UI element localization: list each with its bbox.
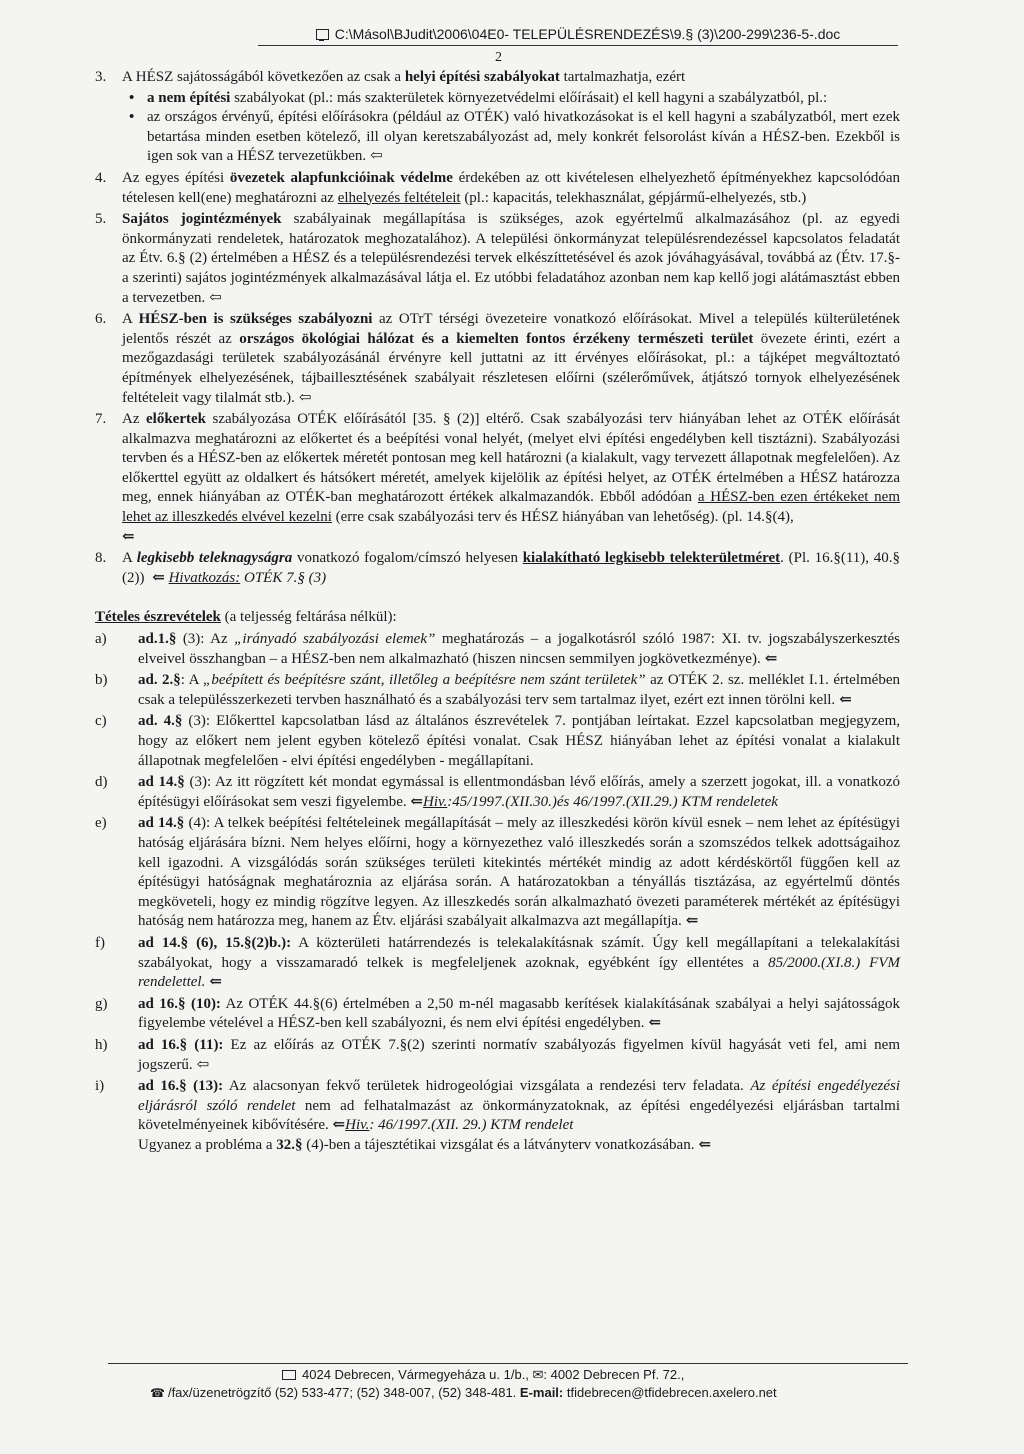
section-title-text: Tételes észrevételek [95,609,221,626]
footer-phone-text: /fax/üzenetrögzítő (52) 533-477; (52) 348-007, (52) 348-481. [167,1385,520,1400]
detail-item [95,671,900,710]
detail-ref: ad. 4.§ [138,713,183,730]
reference-label: Hiv. [345,1117,370,1134]
detail-letter: g) [95,995,108,1012]
bold-run: helyi építési szabályokat [404,69,560,85]
reference-text: :45/1997.(XII.30.)és 46/1997.(XII.29.) KTM rendeletek [447,793,778,810]
text-run: nem ad felhatalmazást az önkormányzatoknak, az építési engedélyezési eljárásban tartalmi követelményeinek kibővítésére. [138,1097,900,1134]
text-run: érdekében az ott kivételesen elhelyezhető építményekhez kapcsolódóan tételesen kell(ene) meghatározni az [122,169,900,206]
text-run: Az [122,411,146,428]
bold-run: övezetek alapfunkcióinak védelme [229,169,453,186]
text-run: tartalmazhatja, ezért [559,69,686,85]
item-number: 4. [95,169,107,186]
text-run: (4): A telkek beépítési feltételeinek megállapítását – mely az illeszkedési körön kívül esnek – nem lehet az építésügyi hatóság eljárására bízni. Nem helyes előírni, hogy a környezethez való illeszkedés során a szomszédos telkek adottságaihoz kell igazodni. A vizsgálódás során szükséges területi kitekintés mértékét mindig az adott kérdéskörtől függően kell az építésügyi hatóságnak meghatároznia az eljárása során. A határozatokban a tényállás tisztázása, az egyértelmű döntés megköveteli, hogy ez mindig rögzítve legyen. Az illeszkedés során alkalmazható övezeti paraméterek mértékét az építésügyi hatóság nem határozza meg, hanem az Étv. eljárási szabályait alkalmazva azt megállapítja. [138,815,900,930]
bullet-icon: • [129,89,135,106]
reference-text: : 46/1997.(XII. 29.) KTM rendelet [369,1117,574,1134]
text-run: szabályokat (pl.: más szakterületek környezetvédelmi előírásait) el kell hagyni a szabályzatból, pl.: [230,89,828,106]
footer-address-text: 4024 Debrecen, Vármegyeháza u. 1/b., ✉: 4002 Debrecen Pf. 72., [302,1367,685,1382]
detail-letter: e) [95,815,107,832]
text-run: Az egyes építési [122,169,230,186]
detail-letter: d) [95,774,108,791]
item-number: 3. [95,69,107,85]
text-run: (erre csak szabályozási terv és HÉSZ hiányában van lehetőség). (pl. 14.§(4), [331,509,794,526]
text-run: . (Pl. 16.§(11), 40.§ (2)) [122,550,900,586]
footer-email: tfidebrecen@tfidebrecen.axelero.net [566,1385,777,1400]
text-run: A [122,550,137,567]
detail-ref: ad 16.§ (13): [138,1078,224,1095]
text-run: övezete érinti, ezért a mezőgazdasági területek szabályozásánál érvényre kell juttatni az itt érvényes előírásokat, pl.: a tájképet megváltoztató építmények elhelyezésének, tájbaillesztésének szabályait részletesen előírni (szélerőművek, átjátszó tornyok elhelyezésének feltételeit vagy tilalmát stb.). [122,330,900,406]
bullet-item [122,89,900,109]
detail-ref: ad. 2.§ [138,672,181,689]
detail-ref: ad.1.§ [138,631,177,648]
back-arrow-icon: ⇐ [332,1117,346,1134]
detail-ref: ad 14.§ [138,815,185,832]
italic-run: 85/2000.(XI.8.) FVM rendelettel. [138,954,900,991]
text-run: (4)-ben a tájesztétikai vizsgálat és a látványterv vonatkozásában. [302,1136,695,1153]
footer-email-label: E-mail: [519,1385,567,1400]
page-number: 2 [495,50,502,65]
return-mark-icon: ⇦ [209,289,222,306]
reference-text: OTÉK 7.§ (3) [240,569,327,586]
detail-item [95,1036,900,1075]
footer-contact [150,1385,777,1400]
file-path: C:\Másol\BJudit\2006\04E0- TELEPÜLÉSRENDEZÉS\9.§ (3)\200-299\236-5-.doc [334,26,841,42]
back-arrow-icon: ⇐ [839,691,852,708]
text-run: szabályainak megállapítása is szükséges, azok egyértelmű alkalmazásához (pl. az egyedi önkormányzati rendeletek, határozatok meghozatalához). A települési önkormányzat településrendezéssel kapcsolatos feladatát az Étv. 6.§ (2) értelmében a HÉSZ és a településrendezési tervek elkészíttetésével és azok jóváhagyásával, továbbá az (Étv. 17.§-a szerinti) sajátos jogintézmények alkalmazásával látja el. Ez utóbbi feladatához azonban nem kap kellő jogi alátámasztást ebben a tervezetben. [122,211,901,306]
document-body [95,68,900,1157]
section-title [95,608,900,628]
underlined-run: a HÉSZ-ben ezen értékeket nem lehet az illeszkedés elvével kezelni [122,489,901,526]
envelope-icon [282,1370,296,1380]
item-number: 8. [95,550,107,567]
back-arrow-icon: ⇐ [648,1015,662,1032]
bold-run: HÉSZ-ben is szükséges szabályozni [138,311,373,328]
detail-ref: ad 14.§ (6), 15.§(2)b.): [138,934,292,951]
detail-ref: ad 16.§ (11): [138,1036,224,1053]
list-item [95,169,900,208]
return-mark-icon: ⇦ [298,389,312,406]
phone-icon: ☎ [150,1386,165,1400]
text-run: (3): Az itt rögzített két mondat egymással is ellentmondásban lévő előírás, amely a szerzett jogokat, ill. a vonatkozó építésügyi előírásokat sem veszi figyelembe. [138,774,900,810]
detail-letter: i) [95,1078,105,1095]
italic-run: „beépített és beépítésre szánt, illetőleg a beépítésre nem szánt területek” [203,672,646,689]
text-run: vonatkozó fogalom/címszó helyesen [292,550,523,567]
section-title-rest: (a teljesség feltárása nélkül): [220,609,397,626]
detail-ref: ad 14.§ [138,774,185,791]
item-number: 6. [95,311,107,328]
list-item [95,210,900,308]
detail-item [95,1077,900,1155]
detail-letter: f) [95,934,105,951]
text-run: A [122,311,139,328]
detail-item [95,814,900,932]
detail-item [95,995,900,1034]
detail-letter: h) [95,1036,108,1053]
header-rule [258,45,898,46]
back-arrow-icon: ⇐ [698,1136,712,1153]
document-header [258,26,898,42]
text-run: (3): Előkerttel kapcsolatban lásd az általános észrevételek 7. pontjában leírtakat. Ezzel kapcsolatban megjegyzem, hogy az előkert nem jelent egyben kötelező építési vonalat. Csak HÉSZ hiányában lehet az építési vonalat a kialakult állapotnak megfelelően - elvi építési engedélyben - megállapítani. [138,713,900,769]
text-run: (pl.: kapacitás, telekhasználat, gépjármű-elhelyezés, stb.) [460,189,807,206]
text-run: az OTrT térségi övezeteire vonatkozó előírásokat. Mivel a település külterületének jelentős részét az [122,311,900,347]
text-run: az országos érvényű, építési előírásokra (például az OTÉK) való hivatkozásokat is el kell hagyni a szabályzatból, mert ezek betartása minden esetben kötelező, ill olyan keretszabályozást ad, mely konkrét felsorolást kíván a HÉSZ-ben. Ezekből is igen sok van a HÉSZ tervezetükben. [147,109,900,165]
bullet-item [122,108,900,167]
text-run: A HÉSZ sajátosságából következően az csak a [122,69,405,85]
text-run: : A [180,672,204,689]
bullet-icon: • [129,109,135,126]
reference-label: Hivatkozás: [168,569,241,586]
bold-underlined-run: kialakítható legkisebb telekterületméret [522,550,781,567]
list-item [95,549,900,588]
detail-item [95,773,900,812]
back-arrow-icon: ⇐ [685,913,699,930]
bullet-list [122,89,900,167]
back-arrow-icon: ⇐ [122,528,135,545]
bold-run: Sajátos jogintézmények [122,211,282,228]
bold-run: előkertek [146,411,206,428]
italic-run: „irányadó szabályozási elemek” [234,631,436,648]
detail-item [95,712,900,771]
detail-item [95,934,900,993]
text-run: szabályozása OTÉK előírásától [35. § (2)] eltérő. Csak szabályozási terv hiányában lehet az OTÉK előírását alkalmazva meghatározni az előkertet és a beépítési vonal helyét, (melyet elvi építési engedélyben kell tisztázni). Szabályozási tervben és a HÉSZ-ben az előkertek méretét pontosan meg kell határozni (a kialakult, vagy tervezett állapotnak megfelelően). Az előkerttel együtt az oldalkert és hátsókert méretét, amelyek kijelölik az építési helyet, az OTÉK értelmében a HÉSZ határozza meg, ennek hiányában az OTÉK-ban meghatározott értékek alkalmazandók. Ebből adódóan [122,411,900,506]
list-item [95,68,900,167]
back-arrow-icon: ⇐ [152,569,165,586]
detail-letter: a) [95,631,107,648]
reference-label: Hiv. [423,793,448,810]
bold-run: 32.§ [276,1136,303,1153]
bold-run: a nem építési [147,89,231,106]
item-text [122,68,900,88]
bold-italic-run: legkisebb teleknagyságra [136,550,293,567]
text-run: az OTÉK 2. sz. melléklet I.1. értelmében csak a településszerkezeti tervben használható és a szabályozási terv sem tartalmaz ilyet, ezért ezt innen törölni kell. [138,672,900,708]
detail-ref: ad 16.§ (10): [138,995,221,1012]
back-arrow-icon: ⇐ [209,974,222,991]
text-run: Ugyanez a probléma a [138,1136,277,1153]
text-run: meghatározás – a jogalkotásról szóló 1987: XI. tv. jogszabályszerkesztés elveivel összhangban – a HÉSZ-ben nem alkalmazható (hiszen nincsen semmilyen jogkövetkezménye). [138,631,900,667]
computer-icon [316,29,329,40]
detail-item [95,630,900,669]
detail-letter: c) [95,713,107,730]
text-run: Az alacsonyan fekvő területek hidrogeológiai vizsgálata a rendezési terv feladata. [223,1078,751,1095]
underlined-run: elhelyezés feltételeit [337,189,461,206]
item-number: 5. [95,211,107,228]
text-run: A közterületi határrendezés is telekalakításnak számít. Úgy kell megállapítani a telekalakítási szabályokat, hogy a visszamaradó telkek is megfeleljenek azoknak, egyébként így ellentétes a [138,934,901,971]
list-item [95,410,900,547]
detail-letter: b) [95,672,108,689]
list-item [95,310,900,408]
return-mark-icon: ⇦ [370,148,383,165]
bold-run: országos ökológiai hálózat és a kiemelten fontos érzékeny természeti terület [239,330,754,347]
return-mark-icon: ⇦ [196,1056,210,1073]
item-number: 7. [95,411,107,428]
back-arrow-icon: ⇐ [410,793,423,810]
back-arrow-icon: ⇐ [764,650,778,667]
footer-rule [108,1363,908,1364]
italic-run: Az építési engedélyezési eljárásról szóló rendelet [138,1078,901,1114]
text-run: Ez az előírás az OTÉK 7.§(2) szerinti normatív szabályozás figyelmen kívül hagyását veti fel, ami nem jogszerű. [138,1036,901,1073]
text-run: (3): Az [176,631,235,648]
text-run: Az OTÉK 44.§(6) értelmében a 2,50 m-nél magasabb kerítések kialakításának szabályai a helyi sajátosságok figyelembe vételével a HÉSZ-ben kell szabályozni, és nem elvi építési engedélyben. [138,995,901,1032]
footer-address [282,1367,684,1383]
